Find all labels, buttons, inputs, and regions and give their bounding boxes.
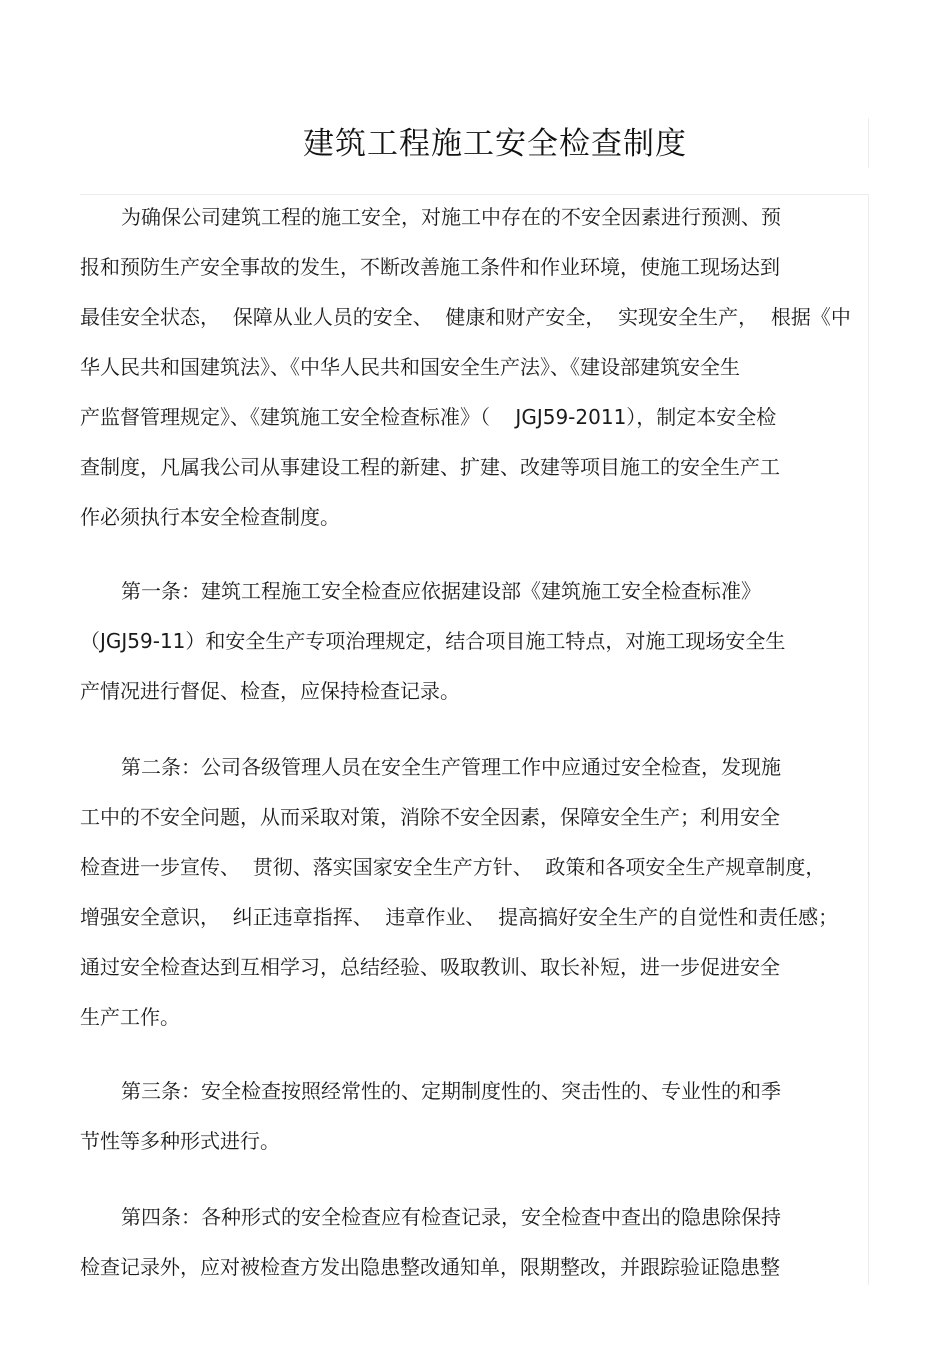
- header-divider: [80, 194, 869, 195]
- text-line: 工中的不安全问题，从而采取对策，消除不安全因素，保障安全生产；利用安全: [80, 805, 780, 829]
- text-line: 报和预防生产安全事故的发生，不断改善施工条件和作业环境，使施工现场达到: [80, 255, 780, 279]
- text-line: 产监督管理规定》、《建筑施工安全检查标准》（ JGJ59-2011），制定本安全检: [80, 405, 777, 429]
- text-line: 通过安全检查达到互相学习，总结经验、吸取教训、取长补短，进一步促进安全: [80, 955, 780, 979]
- text-line: 第一条：建筑工程施工安全检查应依据建设部《建筑施工安全检查标准》: [121, 579, 761, 603]
- text-line: 第三条：安全检查按照经常性的、定期制度性的、突击性的、专业性的和季: [121, 1079, 781, 1103]
- text-line: 为确保公司建筑工程的施工安全，对施工中存在的不安全因素进行预测、预: [121, 205, 781, 229]
- body-divider-vertical: [868, 195, 869, 1285]
- text-line: 查制度，凡属我公司从事建设工程的新建、扩建、改建等项目施工的安全生产工: [80, 455, 780, 479]
- text-line: 第四条：各种形式的安全检查应有检查记录，安全检查中查出的隐患除保持: [121, 1205, 781, 1229]
- text-line: 作必须执行本安全检查制度。: [80, 505, 340, 529]
- text-line: 节性等多种形式进行。: [80, 1129, 280, 1153]
- text-line: 增强安全意识， 纠正违章指挥、 违章作业、 提高搞好安全生产的自觉性和责任感；: [80, 905, 839, 929]
- text-line: （JGJ59-11）和安全生产专项治理规定，结合项目施工特点，对施工现场安全生: [80, 629, 786, 653]
- text-line: 第二条：公司各级管理人员在安全生产管理工作中应通过安全检查，发现施: [121, 755, 781, 779]
- text-line: 最佳安全状态， 保障从业人员的安全、 健康和财产安全， 实现安全生产， 根据《中: [80, 305, 851, 329]
- text-line: 生产工作。: [80, 1005, 180, 1029]
- text-line: 产情况进行督促、检查，应保持检查记录。: [80, 679, 460, 703]
- text-line: 检查进一步宣传、 贯彻、落实国家安全生产方针、 政策和各项安全生产规章制度，: [80, 855, 826, 879]
- text-line: 华人民共和国建筑法》、《中华人民共和国安全生产法》、《建设部建筑安全生: [80, 355, 740, 379]
- document-title: 建筑工程施工安全检查制度: [303, 126, 687, 162]
- text-line: 检查记录外，应对被检查方发出隐患整改通知单，限期整改，并跟踪验证隐患整: [80, 1255, 780, 1279]
